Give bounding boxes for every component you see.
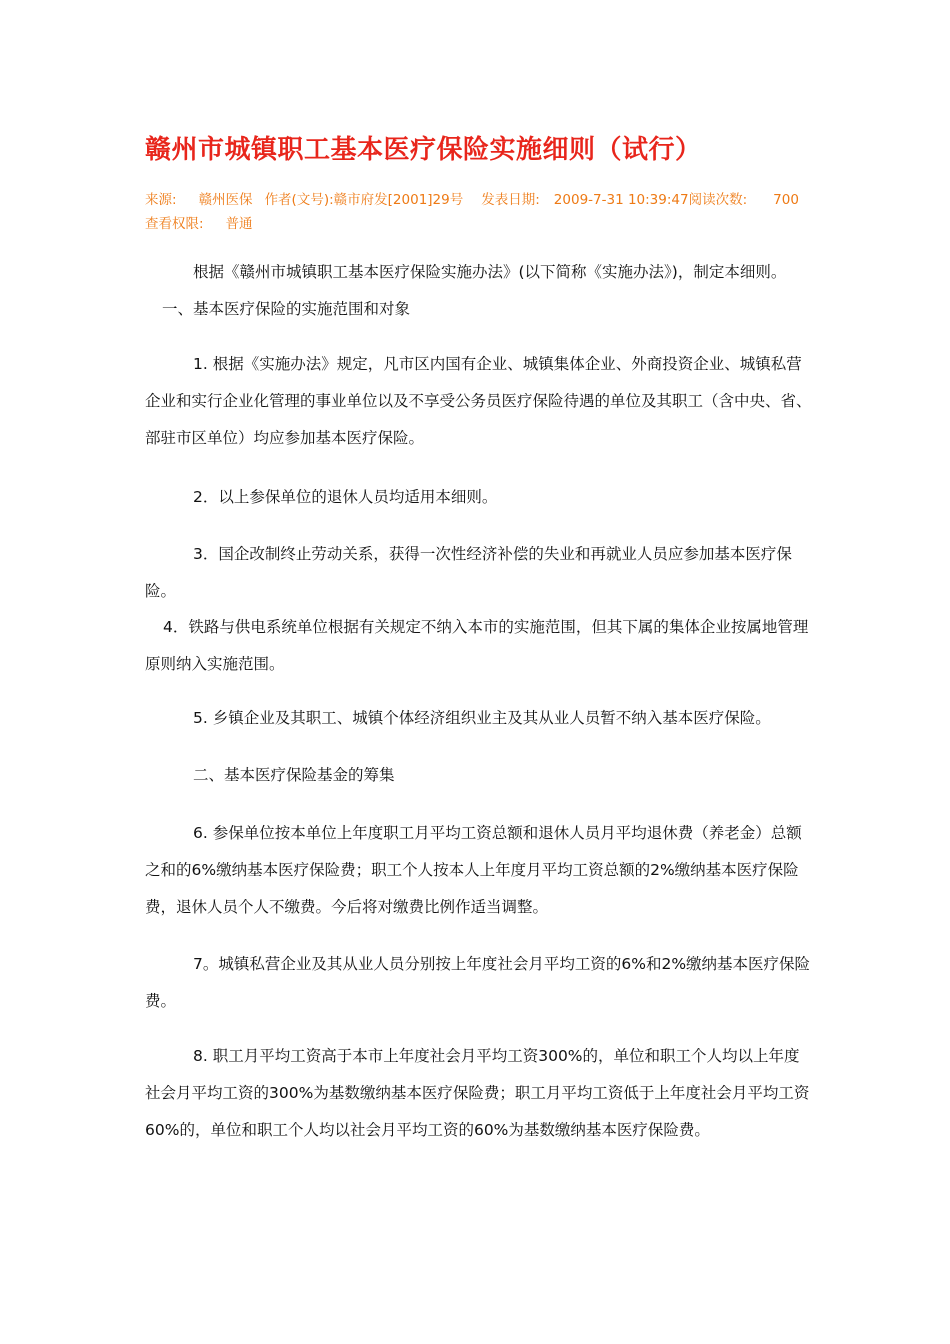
document-title: 赣州市城镇职工基本医疗保险实施细则（试行） xyxy=(145,135,702,165)
document-meta-line-1 xyxy=(145,189,845,211)
paragraph-item-3: 3．国企改制终止劳动关系，获得一次性经济补偿的失业和再就业人员应参加基本医疗保险。 xyxy=(145,545,792,600)
paragraph-item-5: 5. 乡镇企业及其职工、城镇个体经济组织业主及其从业人员暂不纳入基本医疗保险。 xyxy=(193,709,771,727)
permission-value: 普通 xyxy=(225,216,253,232)
section-heading-1: 一、基本医疗保险的实施范围和对象 xyxy=(162,300,411,318)
paragraph-item-8: 8. 职工月平均工资高于本市上年度社会月平均工资300%的，单位和职工个人均以上年度社会月平均工资的300%为基数缴纳基本医疗保险费；职工月平均工资低于上年度社会月平均工资60%的，单位和职工个人均以社会月平均工资的60%为基数缴纳基本医疗保险费。 xyxy=(145,1047,810,1139)
section-heading-2: 二、基本医疗保险基金的筹集 xyxy=(193,766,395,784)
author-label: 作者(文号): xyxy=(264,192,334,208)
date-label: 发表日期: xyxy=(481,192,540,208)
document-meta-line-2 xyxy=(145,213,845,235)
paragraph-intro: 根据《赣州市城镇职工基本医疗保险实施办法》(以下简称《实施办法》)，制定本细则。 xyxy=(193,263,787,281)
source-label: 来源: xyxy=(145,192,177,208)
date-value: 2009-7-31 10:39:47 xyxy=(553,192,689,208)
reads-value: 700 xyxy=(773,192,799,208)
author-value: 赣市府发[2001]29号 xyxy=(333,192,464,208)
paragraph-item-7: 7。城镇私营企业及其从业人员分别按上年度社会月平均工资的6%和2%缴纳基本医疗保险费。 xyxy=(145,955,811,1010)
paragraph-item-4: 4．铁路与供电系统单位根据有关规定不纳入本市的实施范围，但其下属的集体企业按属地管理原则纳入实施范围。 xyxy=(145,618,809,673)
reads-label: 阅读次数: xyxy=(688,192,748,208)
source-value: 赣州医保 xyxy=(198,192,253,208)
permission-label: 查看权限: xyxy=(145,216,204,232)
paragraph-item-2: 2．以上参保单位的退休人员均适用本细则。 xyxy=(193,488,498,506)
paragraph-item-6: 6. 参保单位按本单位上年度职工月平均工资总额和退休人员月平均退休费（养老金）总额之和的6%缴纳基本医疗保险费；职工个人按本人上年度月平均工资总额的2%缴纳基本医疗保险费，退休人员个人不缴费。今后将对缴费比例作适当调整。 xyxy=(145,824,802,916)
paragraph-item-1: 1. 根据《实施办法》规定，凡市区内国有企业、城镇集体企业、外商投资企业、城镇私营企业和实行企业化管理的事业单位以及不享受公务员医疗保险待遇的单位及其职工（含中央、省、部驻市区单位）均应参加基本医疗保险。 xyxy=(145,355,812,447)
